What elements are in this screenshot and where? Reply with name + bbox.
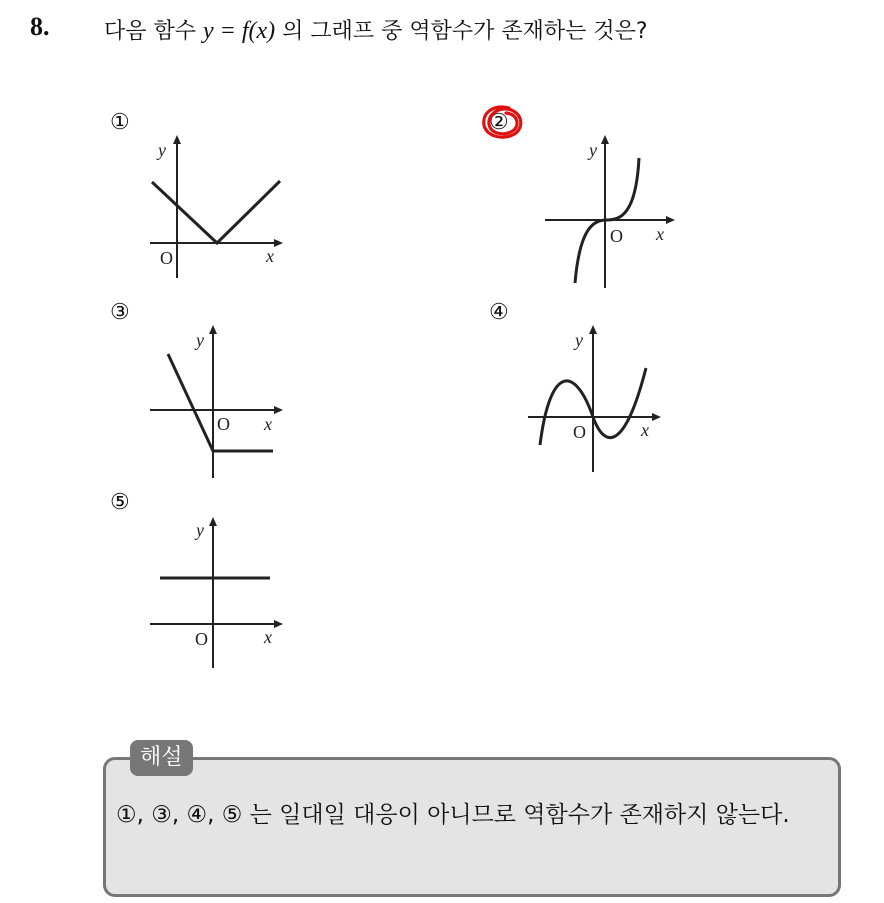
origin-label: O (573, 422, 586, 442)
selected-circle-mark (479, 103, 525, 143)
x-axis-label: x (656, 224, 664, 244)
graph-5 (140, 510, 290, 670)
solution-tab: 해설 (130, 740, 193, 776)
origin-label: O (160, 248, 173, 268)
choice-2-label[interactable]: ② (489, 110, 509, 135)
choice-4-label[interactable]: ④ (489, 300, 509, 325)
graph-1 (140, 130, 290, 280)
question-text (104, 14, 648, 45)
question-text-after: 의 그래프 중 역함수가 존재하는 것은? (282, 19, 648, 44)
origin-label: O (195, 629, 208, 649)
question-number: 8. (30, 12, 50, 41)
x-axis-label: x (264, 627, 272, 647)
y-axis-label: y (196, 520, 204, 540)
y-axis-label: y (158, 140, 166, 160)
y-axis-label: y (196, 330, 204, 350)
question-math: y = f(x) (203, 18, 276, 44)
choice-1-label[interactable]: ① (110, 110, 130, 135)
y-axis-label: y (589, 140, 597, 160)
graph-4 (525, 320, 675, 480)
y-axis-label: y (575, 330, 583, 350)
solution-text: ①, ③, ④, ⑤ 는 일대일 대응이 아니므로 역함수가 존재하지 않는다. (116, 802, 790, 828)
question-text-before: 다음 함수 (104, 19, 197, 44)
x-axis-label: x (266, 246, 274, 266)
origin-label: O (217, 414, 230, 434)
x-axis-label: x (264, 414, 272, 434)
graph-3 (140, 320, 290, 480)
x-axis-label: x (641, 420, 649, 440)
origin-label: O (610, 226, 623, 246)
choice-3-label[interactable]: ③ (110, 300, 130, 325)
choice-5-label[interactable]: ⑤ (110, 490, 130, 515)
graph-2 (540, 130, 690, 290)
